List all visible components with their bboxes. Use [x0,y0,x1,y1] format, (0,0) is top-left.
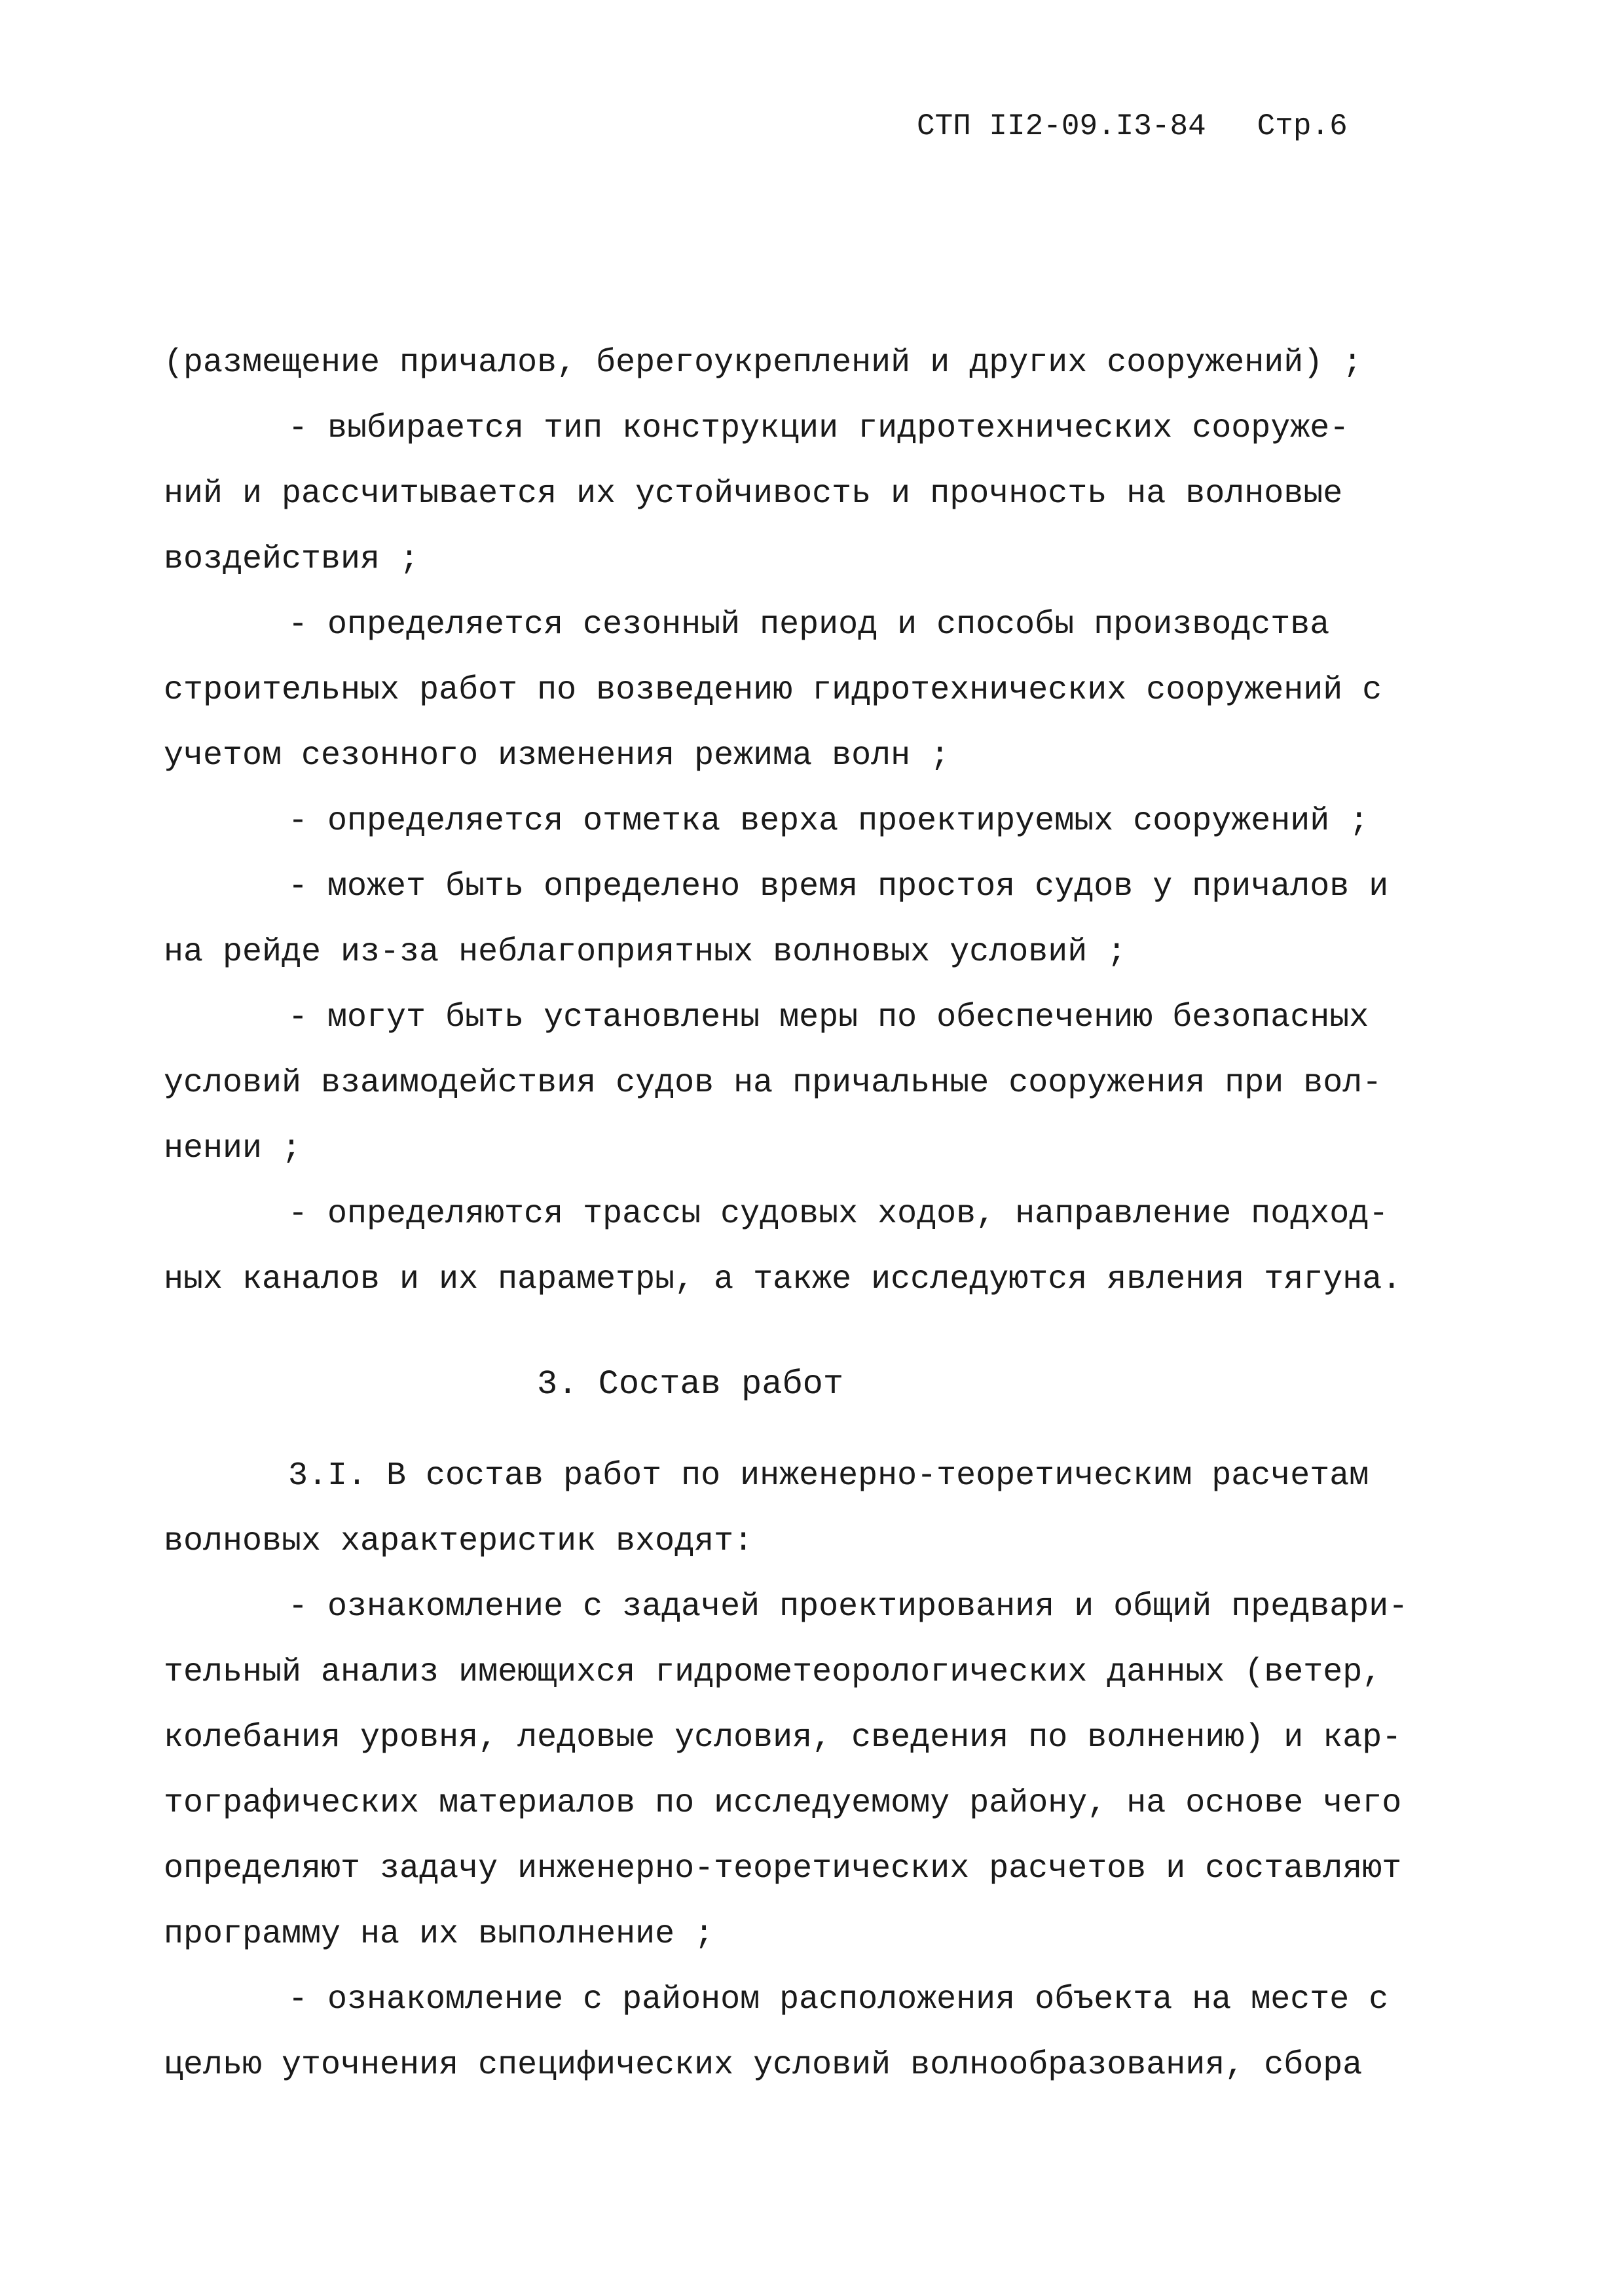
text-line: 3.I. В состав работ по инженерно-теоретическим расчетам [288,1457,1369,1495]
text-line: на рейде из-за неблагоприятных волновых условий ; [164,934,1127,971]
text-line: - выбирается тип конструкции гидротехнических сооруже- [288,410,1350,447]
section-heading: 3. Состав работ [537,1365,844,1404]
page-header [917,103,1428,149]
text-line: строительных работ по возведению гидротехнических сооружений с [164,672,1382,709]
text-line: учетом сезонного изменения режима волн ; [164,737,950,774]
body-text [164,331,1447,2098]
text-line: - ознакомление с районом расположения объекта на месте с [288,1981,1389,2018]
text-line: - определяется сезонный период и способы производства [288,606,1330,644]
document-code: СТП II2-09.I3-84 [917,109,1206,143]
text-line: (размещение причалов, берегоукреплений и других сооружений) ; [164,344,1363,382]
page-number: Стр.6 [1257,109,1348,143]
text-line: колебания уровня, ледовые условия, сведения по волнению) и кар- [164,1719,1402,1757]
text-line: ний и рассчитывается их устойчивость и прочность на волновые [164,475,1343,513]
text-line: - может быть определено время простоя судов у причалов и [288,868,1389,905]
text-line: программу на их выполнение ; [164,1916,714,1953]
text-line: условий взаимодействия судов на причальные сооружения при вол- [164,1065,1382,1102]
text-line: - ознакомление с задачей проектирования и общий предвари- [288,1588,1409,1626]
text-line: - определяются трассы судовых ходов, направление подход- [288,1195,1389,1233]
text-line: - могут быть установлены меры по обеспечению безопасных [288,999,1369,1036]
text-line: - определяется отметка верха проектируемых сооружений ; [288,803,1369,840]
text-line: тельный анализ имеющихся гидрометеорологических данных (ветер, [164,1654,1382,1691]
text-line: нении ; [164,1130,302,1167]
text-line: тографических материалов по исследуемому району, на основе чего [164,1785,1402,1822]
text-line: волновых характеристик входят: [164,1523,754,1560]
text-line: ных каналов и их параметры, а также исследуются явления тягуна. [164,1261,1402,1298]
text-line: определяют задачу инженерно-теоретических расчетов и составляют [164,1850,1402,1887]
text-line: воздействия ; [164,541,420,578]
text-line: целью уточнения специфических условий волнообразования, сбора [164,2047,1363,2084]
